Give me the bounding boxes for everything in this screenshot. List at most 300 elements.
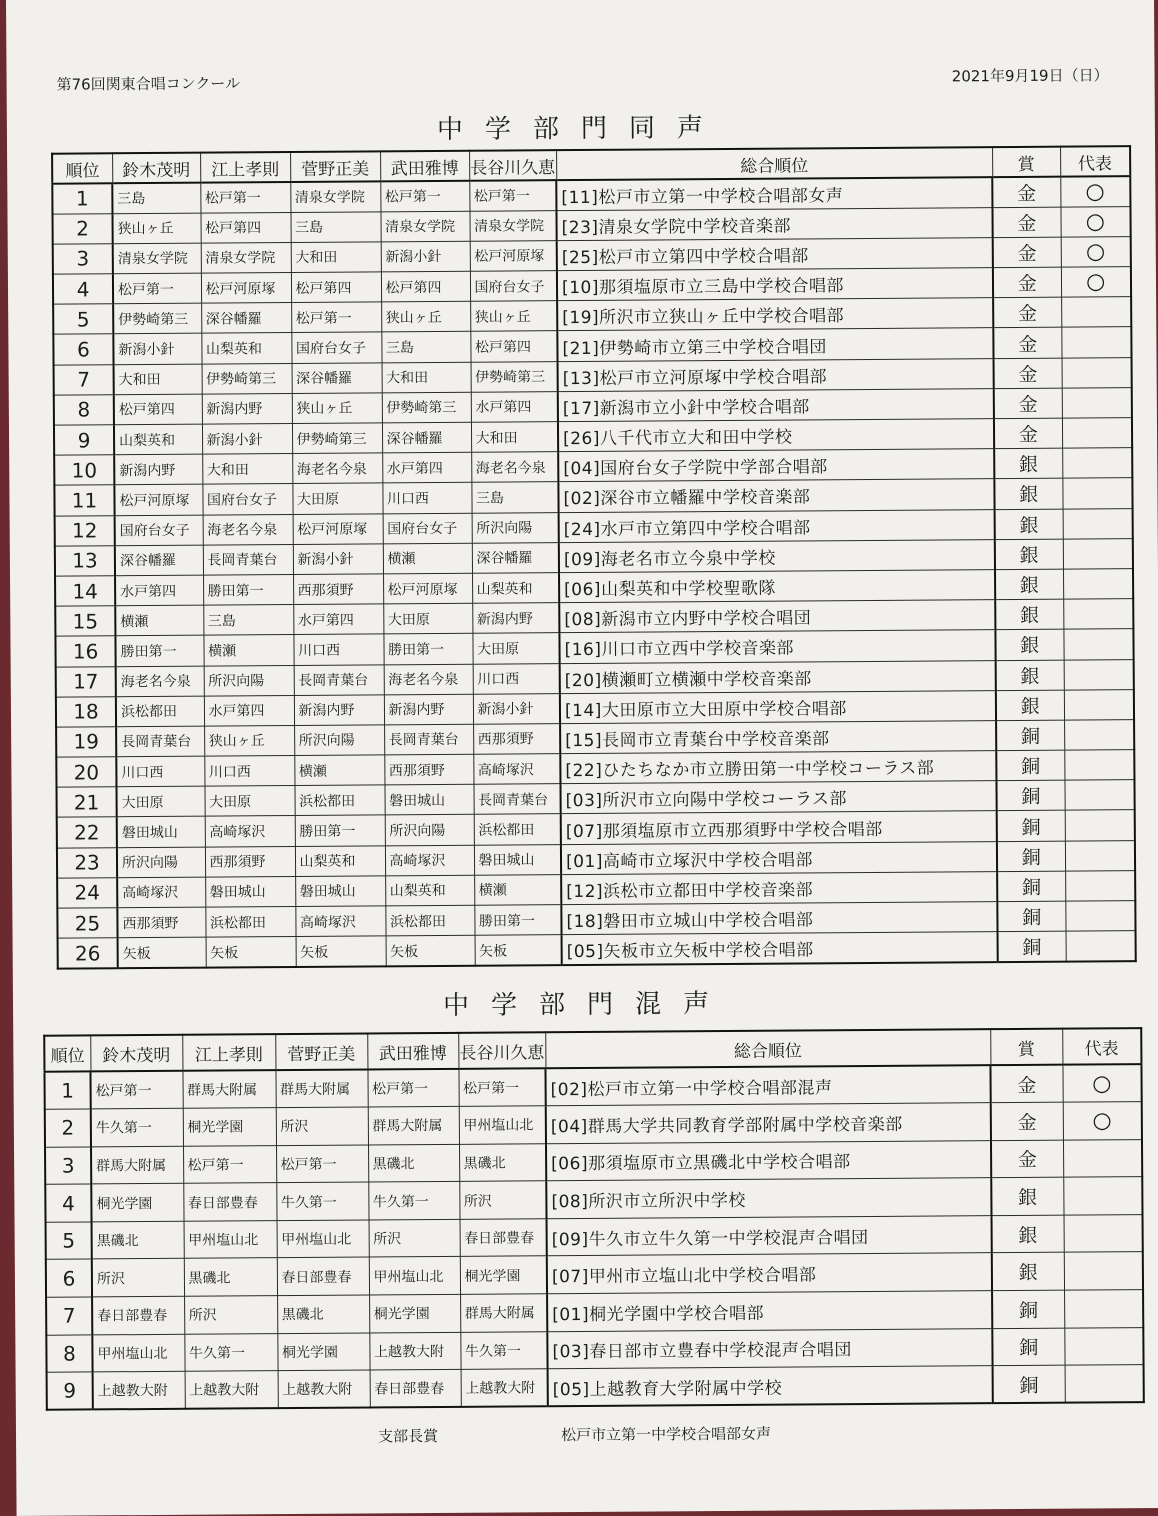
judge-rank-cell: 磐田城山 [474, 844, 561, 875]
representative-cell [1063, 538, 1133, 569]
judge-rank-cell: 所沢向陽 [294, 725, 384, 756]
award-cell: 金 [993, 297, 1061, 328]
judge-rank-cell: 水戸第四 [204, 695, 294, 726]
representative-cell [1061, 327, 1131, 358]
judge-rank-cell: 長岡青葉台 [294, 664, 384, 695]
judge-rank-cell: 牛久第一 [460, 1331, 547, 1369]
judge-rank-cell: 所沢 [369, 1219, 460, 1257]
rank-cell: 9 [54, 425, 114, 456]
award-cell: 銅 [996, 780, 1064, 811]
judge-rank-cell: 群馬大附属 [275, 1070, 367, 1108]
judge-rank-cell: 西那須野 [384, 754, 473, 785]
col-judge-header: 江上孝則 [182, 1034, 275, 1071]
judge-rank-cell: 狭山ヶ丘 [381, 302, 470, 333]
judge-rank-cell: 新潟内野 [294, 695, 384, 726]
award-cell: 銅 [997, 811, 1065, 842]
judge-rank-cell: 群馬大附属 [460, 1294, 547, 1332]
representative-cell [1063, 1177, 1142, 1215]
judge-rank-cell: 黒磯北 [92, 1221, 184, 1259]
judge-rank-cell: 海老名今泉 [471, 452, 558, 483]
representative-cell [1063, 569, 1133, 600]
overall-school-cell: [07]甲州市立塩山北中学校合唱部 [547, 1253, 992, 1294]
representative-cell [1065, 1365, 1144, 1403]
representative-cell [1064, 720, 1134, 751]
judge-rank-cell: 大田原 [204, 786, 294, 817]
judge-rank-cell: 横瀬 [294, 755, 384, 786]
judge-rank-cell: 深谷幡羅 [292, 363, 382, 394]
representative-cell [1064, 780, 1134, 811]
rank-cell: 25 [57, 908, 117, 939]
overall-school-cell: [02]深谷市立幡羅中学校音楽部 [558, 479, 994, 512]
judge-rank-cell: 西那須野 [473, 724, 560, 755]
judge-rank-cell: 水戸第四 [293, 604, 383, 635]
judge-rank-cell: 三島 [381, 332, 470, 363]
judge-rank-cell: 清泉女学院 [113, 243, 201, 274]
judge-rank-cell: 桐光学園 [369, 1294, 460, 1332]
award-cell: 銀 [994, 479, 1062, 510]
col-overall-header: 総合順位 [545, 1029, 990, 1068]
judge-rank-cell: 松戸第一 [200, 182, 290, 213]
judge-rank-cell: 山梨英和 [114, 424, 202, 455]
judge-rank-cell: 海老名今泉 [203, 514, 293, 545]
judge-rank-cell: 上越教大附 [185, 1371, 278, 1409]
judge-rank-cell: 伊勢崎第三 [113, 303, 201, 334]
representative-cell [1064, 1252, 1143, 1290]
rank-cell: 6 [53, 334, 113, 365]
judge-rank-cell: 川口西 [473, 663, 560, 694]
judge-rank-cell: 横瀬 [474, 874, 561, 905]
judge-rank-cell: 春日部豊春 [92, 1296, 184, 1334]
overall-school-cell: [03]春日部市立豊春中学校混声合唱団 [547, 1328, 992, 1369]
judge-rank-cell: 所沢 [276, 1107, 368, 1145]
judge-rank-cell: 勝田第一 [383, 634, 472, 665]
judge-rank-cell: 松戸第一 [380, 181, 469, 212]
representative-cell [1062, 448, 1132, 479]
col-award-header: 賞 [990, 1029, 1062, 1066]
award-cell: 金 [994, 358, 1062, 389]
award-cell: 銅 [993, 1365, 1065, 1403]
representative-cell [1063, 629, 1133, 660]
overall-school-cell: [26]八千代市立大和田中学校 [558, 419, 994, 452]
table-row [47, 1365, 1144, 1410]
judge-rank-cell: 山梨英和 [295, 846, 385, 877]
overall-school-cell: [06]山梨英和中学校聖歌隊 [559, 570, 995, 603]
judge-rank-cell: 磐田城山 [295, 876, 385, 907]
col-judge-header: 江上孝則 [200, 152, 290, 183]
col-judge-header: 武田雅博 [367, 1033, 458, 1070]
rank-cell: 5 [53, 304, 113, 335]
representative-cell [1061, 297, 1131, 328]
col-rep-header: 代表 [1062, 1028, 1141, 1065]
judge-rank-cell: 西那須野 [205, 846, 295, 877]
judge-rank-cell: 松戸河原塚 [470, 241, 557, 272]
rank-cell: 20 [56, 757, 116, 788]
representative-cell [1062, 357, 1132, 388]
judge-rank-cell: 清泉女学院 [290, 181, 380, 212]
overall-school-cell: [05]矢板市立矢板中学校合唱部 [562, 932, 998, 965]
judge-rank-cell: 松戸河原塚 [114, 485, 202, 516]
judge-rank-cell: 海老名今泉 [384, 664, 473, 695]
overall-school-cell: [02]松戸市立第一中学校合唱部混声 [545, 1065, 990, 1106]
rank-cell: 8 [54, 395, 114, 426]
overall-school-cell: [01]高崎市立塚沢中学校合唱部 [561, 841, 997, 874]
judge-rank-cell: 大和田 [291, 242, 381, 273]
footer-award-value: 松戸市立第一中学校合唱部女声 [560, 1424, 772, 1445]
judge-rank-cell: 松戸第四 [381, 271, 470, 302]
judge-rank-cell: 伊勢崎第三 [292, 423, 382, 454]
overall-school-cell: [22]ひたちなか市立勝田第一中学校コーラス部 [560, 751, 996, 784]
judge-rank-cell: 清泉女学院 [469, 210, 556, 241]
judge-rank-cell: 国府台女子 [291, 332, 381, 363]
judge-rank-cell: 松戸第一 [276, 1145, 368, 1183]
rank-cell: 23 [57, 847, 117, 878]
award-cell: 金 [992, 207, 1060, 238]
overall-school-cell: [08]所沢市立所沢中学校 [546, 1178, 991, 1219]
award-cell: 銀 [996, 690, 1064, 721]
representative-cell [1063, 508, 1133, 539]
rank-cell: 22 [57, 817, 117, 848]
representative-cell [1065, 870, 1135, 901]
rank-cell: 17 [56, 666, 116, 697]
award-cell: 銀 [995, 629, 1063, 660]
overall-school-cell: [06]那須塩原市立黒磯北中学校合唱部 [546, 1140, 991, 1181]
judge-rank-cell: 水戸第四 [382, 452, 471, 483]
rank-cell: 11 [54, 485, 114, 516]
judge-rank-cell: 海老名今泉 [292, 453, 382, 484]
judge-rank-cell: 磐田城山 [205, 876, 295, 907]
judge-rank-cell: 狭山ヶ丘 [470, 301, 557, 332]
rank-cell: 13 [55, 546, 115, 577]
judge-rank-cell: 松戸第四 [470, 331, 557, 362]
judge-rank-cell: 三島 [471, 482, 558, 513]
judge-rank-cell: 黒磯北 [459, 1143, 546, 1181]
judge-rank-cell: 高崎塚沢 [295, 906, 385, 937]
judge-rank-cell: 深谷幡羅 [382, 422, 471, 453]
judge-rank-cell: 深谷幡羅 [115, 545, 203, 576]
award-cell: 金 [991, 1102, 1063, 1140]
representative-cell: ○ [1061, 267, 1131, 298]
judge-rank-cell: 大田原 [292, 483, 382, 514]
judge-rank-cell: 上越教大附 [93, 1372, 185, 1410]
award-cell: 銀 [995, 539, 1063, 570]
judge-rank-cell: 浜松都田 [474, 814, 561, 845]
judge-rank-cell: 松戸第四 [291, 272, 381, 303]
overall-school-cell: [05]上越教育大学附属中学校 [548, 1366, 993, 1407]
judge-rank-cell: 春日部豊春 [183, 1183, 276, 1221]
rank-cell: 5 [46, 1222, 92, 1260]
col-rep-header: 代表 [1060, 146, 1130, 176]
judge-rank-cell: 矢板 [118, 937, 206, 968]
representative-cell [1064, 659, 1134, 690]
judge-rank-cell: 新潟内野 [384, 694, 473, 725]
judge-rank-cell: 大和田 [471, 422, 558, 453]
judge-rank-cell: 群馬大附属 [368, 1106, 459, 1144]
judge-rank-cell: 春日部豊春 [277, 1257, 369, 1295]
judge-rank-cell: 甲州塩山北 [369, 1257, 460, 1295]
col-judge-header: 鈴木茂明 [112, 153, 200, 184]
award-cell: 金 [993, 237, 1061, 268]
overall-school-cell: [01]桐光学園中学校合唱部 [547, 1291, 992, 1332]
rank-cell: 3 [45, 1147, 91, 1185]
award-cell: 銀 [995, 599, 1063, 630]
rank-cell: 12 [55, 515, 115, 546]
rank-cell: 14 [55, 576, 115, 607]
judge-rank-cell: 伊勢崎第三 [471, 361, 558, 392]
judge-rank-cell: 西那須野 [117, 907, 205, 938]
col-judge-header: 鈴木茂明 [90, 1035, 182, 1072]
judge-rank-cell: 牛久第一 [184, 1333, 277, 1371]
rank-cell: 1 [52, 183, 112, 214]
award-cell: 銀 [995, 509, 1063, 540]
award-cell: 金 [990, 1065, 1062, 1103]
judge-rank-cell: 所沢向陽 [385, 815, 474, 846]
col-judge-header: 菅野正美 [275, 1034, 367, 1071]
judge-rank-cell: 所沢向陽 [472, 512, 559, 543]
overall-school-cell: [14]大田原市立大田原中学校合唱部 [560, 690, 996, 723]
award-cell: 銀 [994, 448, 1062, 479]
judge-rank-cell: 群馬大附属 [182, 1070, 275, 1108]
judge-rank-cell: 浜松都田 [205, 907, 295, 938]
overall-school-cell: [03]所沢市立向陽中学校コーラス部 [560, 781, 996, 814]
award-cell: 銀 [992, 1215, 1064, 1253]
results-sheet [6, 0, 1158, 1516]
judge-rank-cell: 川口西 [293, 634, 383, 665]
judge-rank-cell: 甲州塩山北 [277, 1220, 369, 1258]
footer-award-label: 支部長賞 [377, 1427, 439, 1446]
rank-cell: 21 [56, 787, 116, 818]
col-award-header: 賞 [992, 147, 1060, 177]
col-overall-header: 総合順位 [556, 147, 992, 180]
overall-school-cell: [24]水戸市立第四中学校合唱部 [559, 509, 995, 542]
section-title-doseisei: 中学部門同声 [436, 112, 726, 145]
judge-rank-cell: 勝田第一 [295, 815, 385, 846]
overall-school-cell: [20]横瀬町立横瀬中学校音楽部 [560, 660, 996, 693]
representative-cell [1062, 387, 1132, 418]
judge-rank-cell: 甲州塩山北 [459, 1106, 546, 1144]
judge-rank-cell: 磐田城山 [117, 817, 205, 848]
judge-rank-cell: 横瀬 [115, 605, 203, 636]
judge-rank-cell: 長岡青葉台 [116, 726, 204, 757]
award-cell: 銀 [995, 569, 1063, 600]
representative-cell [1062, 478, 1132, 509]
award-cell: 銅 [992, 1328, 1064, 1366]
rank-cell: 15 [55, 606, 115, 637]
rank-cell: 6 [46, 1259, 92, 1297]
judge-rank-cell: 大和田 [114, 364, 202, 395]
judge-rank-cell: 松戸河原塚 [201, 273, 291, 304]
representative-cell [1065, 901, 1135, 932]
representative-cell [1064, 1214, 1143, 1252]
judge-rank-cell: 国府台女子 [470, 271, 557, 302]
representative-cell: ○ [1060, 206, 1130, 237]
judge-rank-cell: 高崎塚沢 [385, 845, 474, 876]
award-cell: 銅 [998, 931, 1066, 962]
judge-rank-cell: 狭山ヶ丘 [292, 393, 382, 424]
judge-rank-cell: 矢板 [206, 937, 296, 968]
judge-rank-cell: 黒磯北 [368, 1144, 459, 1182]
col-judge-header: 武田雅博 [380, 151, 469, 182]
judge-rank-cell: 新潟小針 [113, 334, 201, 365]
representative-cell [1064, 750, 1134, 781]
award-cell: 銅 [997, 841, 1065, 872]
rank-cell: 26 [58, 938, 118, 969]
judge-rank-cell: 所沢 [92, 1259, 184, 1297]
judge-rank-cell: 新潟内野 [472, 603, 559, 634]
judge-rank-cell: 国府台女子 [383, 513, 472, 544]
overall-school-cell: [09]海老名市立今泉中学校 [559, 539, 995, 572]
overall-school-cell: [18]磐田市立城山中学校合唱部 [561, 902, 997, 935]
rank-cell: 9 [47, 1372, 93, 1410]
judge-rank-cell: 春日部豊春 [460, 1219, 547, 1257]
judge-rank-cell: 松戸河原塚 [383, 573, 472, 604]
judge-rank-cell: 松戸第一 [458, 1068, 545, 1106]
representative-cell [1064, 689, 1134, 720]
judge-rank-cell: 松戸第一 [469, 180, 556, 211]
overall-school-cell: [10]那須塩原市立三島中学校合唱部 [557, 268, 993, 301]
rank-cell: 24 [57, 878, 117, 909]
judge-rank-cell: 甲州塩山北 [184, 1221, 277, 1259]
judge-rank-cell: 深谷幡羅 [201, 303, 291, 334]
judge-rank-cell: 高崎塚沢 [117, 877, 205, 908]
rank-cell: 10 [54, 455, 114, 486]
award-cell: 金 [991, 1140, 1063, 1178]
judge-rank-cell: 新潟小針 [473, 693, 560, 724]
representative-cell [1064, 1327, 1143, 1365]
judge-rank-cell: 新潟小針 [293, 544, 383, 575]
judge-rank-cell: 松戸第一 [90, 1071, 182, 1109]
col-judge-header: 長谷川久恵 [469, 150, 556, 181]
representative-cell [1064, 1290, 1143, 1328]
col-rank-header: 順位 [52, 153, 112, 183]
table-row [58, 931, 1136, 969]
judge-rank-cell: 春日部豊春 [370, 1370, 461, 1408]
judge-rank-cell: 黒磯北 [277, 1295, 369, 1333]
event-name: 第76回関東合唱コンクール [56, 74, 241, 94]
judge-rank-cell: 狭山ヶ丘 [204, 725, 294, 756]
judge-rank-cell: 清泉女学院 [380, 211, 469, 242]
award-cell: 銅 [992, 1290, 1064, 1328]
representative-cell [1063, 599, 1133, 630]
judge-rank-cell: 水戸第四 [115, 575, 203, 606]
judge-rank-cell: 群馬大附属 [91, 1146, 183, 1184]
judge-rank-cell: 狭山ヶ丘 [112, 213, 200, 244]
judge-rank-cell: 三島 [112, 183, 200, 214]
rank-cell: 19 [56, 727, 116, 758]
judge-rank-cell: 松戸第一 [367, 1069, 458, 1107]
col-rank-header: 順位 [44, 1035, 90, 1071]
representative-cell [1063, 1139, 1142, 1177]
judge-rank-cell: 川口西 [204, 756, 294, 787]
judge-rank-cell: 大和田 [382, 362, 471, 393]
judge-rank-cell: 勝田第一 [474, 905, 561, 936]
judge-rank-cell: 所沢向陽 [204, 665, 294, 696]
judge-rank-cell: 長岡青葉台 [384, 724, 473, 755]
overall-school-cell: [16]川口市立西中学校音楽部 [559, 630, 995, 663]
judge-rank-cell: 上越教大附 [278, 1370, 370, 1408]
rank-cell: 7 [54, 364, 114, 395]
judge-rank-cell: 大和田 [202, 454, 292, 485]
judge-rank-cell: 浜松都田 [294, 785, 384, 816]
overall-school-cell: [15]長岡市立青葉台中学校音楽部 [560, 720, 996, 753]
judge-rank-cell: 牛久第一 [368, 1182, 459, 1220]
judge-rank-cell: 桐光学園 [91, 1184, 183, 1222]
judge-rank-cell: 新潟小針 [202, 424, 292, 455]
award-cell: 金 [993, 267, 1061, 298]
judge-rank-cell: 山梨英和 [472, 573, 559, 604]
event-date: 2021年9月19日（日） [951, 66, 1109, 86]
judge-rank-cell: 三島 [203, 605, 293, 636]
overall-school-cell: [13]松戸市立河原塚中学校合唱部 [558, 358, 994, 391]
judge-rank-cell: 伊勢崎第三 [382, 392, 471, 423]
overall-school-cell: [17]新潟市立小針中学校合唱部 [558, 388, 994, 421]
rank-cell: 4 [53, 274, 113, 305]
judge-rank-cell: 新潟内野 [202, 393, 292, 424]
judge-rank-cell: 国府台女子 [202, 484, 292, 515]
judge-rank-cell: 松戸第一 [183, 1145, 276, 1183]
rank-cell: 1 [44, 1071, 90, 1109]
judge-rank-cell: 横瀬 [383, 543, 472, 574]
judge-rank-cell: 大田原 [116, 786, 204, 817]
judge-rank-cell: 清泉女学院 [201, 242, 291, 273]
overall-school-cell: [12]浜松市立都田中学校音楽部 [561, 871, 997, 904]
award-cell: 銅 [996, 750, 1064, 781]
judge-rank-cell: 松戸第一 [291, 302, 381, 333]
judge-rank-cell: 浜松都田 [116, 696, 204, 727]
judge-rank-cell: 川口西 [116, 756, 204, 787]
judge-rank-cell: 海老名今泉 [116, 666, 204, 697]
award-cell: 金 [993, 328, 1061, 359]
representative-cell: ○ [1063, 1102, 1142, 1140]
award-cell: 金 [994, 388, 1062, 419]
rank-cell: 8 [46, 1335, 92, 1373]
judge-rank-cell: 川口西 [382, 483, 471, 514]
representative-cell: ○ [1060, 176, 1130, 207]
award-cell: 金 [992, 177, 1060, 208]
judge-rank-cell: 松戸河原塚 [293, 513, 383, 544]
judge-rank-cell: 矢板 [386, 935, 475, 966]
judge-rank-cell: 長岡青葉台 [203, 544, 293, 575]
judge-rank-cell: 山梨英和 [201, 333, 291, 364]
overall-school-cell: [04]国府台女子学院中学部合唱部 [558, 449, 994, 482]
judge-rank-cell: 牛久第一 [91, 1108, 183, 1146]
judge-rank-cell: 長岡青葉台 [473, 784, 560, 815]
judge-rank-cell: 所沢 [459, 1181, 546, 1219]
award-cell: 銀 [996, 660, 1064, 691]
judge-rank-cell: 新潟小針 [381, 241, 470, 272]
judge-rank-cell: 所沢向陽 [117, 847, 205, 878]
judge-rank-cell: 水戸第四 [471, 391, 558, 422]
award-cell: 金 [994, 418, 1062, 449]
judge-rank-cell: 伊勢崎第三 [202, 363, 292, 394]
rank-cell: 7 [46, 1297, 92, 1335]
judge-rank-cell: 西那須野 [293, 574, 383, 605]
rank-cell: 4 [45, 1184, 91, 1222]
judge-rank-cell: 大田原 [472, 633, 559, 664]
judge-rank-cell: 上越教大附 [369, 1332, 460, 1370]
judge-rank-cell: 山梨英和 [385, 875, 474, 906]
rank-cell: 18 [56, 696, 116, 727]
judge-rank-cell: 桐光学園 [460, 1256, 547, 1294]
award-cell: 銀 [991, 1177, 1063, 1215]
judge-rank-cell: 勝田第一 [203, 574, 293, 605]
col-judge-header: 長谷川久恵 [458, 1032, 545, 1069]
rank-cell: 3 [53, 244, 113, 275]
judge-rank-cell: 松戸第一 [113, 273, 201, 304]
judge-rank-cell: 深谷幡羅 [472, 542, 559, 573]
representative-cell: ○ [1062, 1064, 1141, 1102]
judge-rank-cell: 矢板 [296, 936, 386, 967]
judge-rank-cell: 横瀬 [203, 635, 293, 666]
